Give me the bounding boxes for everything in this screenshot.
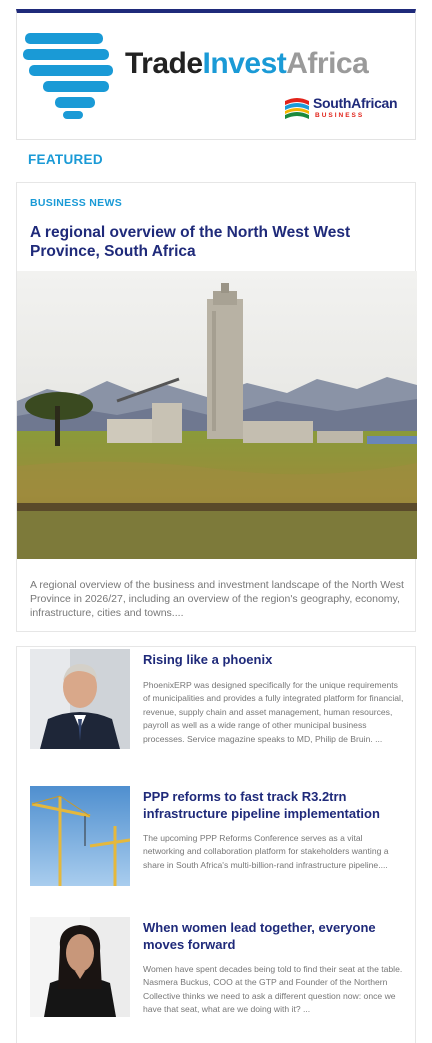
feature-title-link[interactable]: A regional overview of the North West West Province, South Africa — [30, 224, 351, 260]
feature-excerpt: A regional overview of the business and investment landscape of the North West Province in 2026/27, including an overview of the region's geography, economy, infrastructure, cities and towns.... — [30, 579, 404, 619]
article-item[interactable] — [17, 786, 417, 916]
brand-part-trade: Trade — [125, 47, 203, 80]
article-item[interactable] — [17, 649, 417, 779]
partner-name: SouthAfrican — [313, 95, 398, 111]
article-excerpt: PhoenixERP was designed specifically for the unique requirements of municipalities and provides a fully integrated platform for financial, revenue, supply chain and asset management, human resources, payroll as well as a wide range of other municipal business processes. Service magazine speaks to MD, Philip de Bruin. ... — [143, 680, 404, 744]
article-title-link[interactable]: PPP reforms to fast track R3.2trn infrastructure pipeline implementation — [143, 789, 380, 821]
feature-article-card[interactable] — [16, 182, 416, 632]
article-excerpt: The upcoming PPP Reforms Conference serves as a vital networking and collaboration platform for stakeholders wanting a share in South Africa's multi-billion-rand infrastructure pipeline.... — [143, 833, 389, 870]
thumbnail-businesswoman[interactable] — [30, 917, 130, 1017]
brand-part-africa: Africa — [286, 47, 369, 80]
southafrican-business-logo[interactable] — [283, 93, 413, 123]
featured-heading: FEATURED — [28, 152, 103, 167]
article-title-link[interactable]: When women lead together, everyone moves forward — [143, 920, 376, 952]
partner-subtitle: BUSINESS — [315, 112, 365, 119]
feature-category[interactable]: BUSINESS NEWS — [30, 197, 122, 209]
brand-wordmark[interactable] — [125, 49, 368, 79]
article-excerpt: Women have spent decades being told to find their seat at the table. Nasmera Buckus, COO at the GTP and Founder of the Northern Collective thinks we need to ask a different question now: once we have that seat, what are we doing with it? ... — [143, 964, 403, 1015]
tradeinvestafrica-logo-icon[interactable] — [23, 33, 113, 119]
brand-part-invest: Invest — [202, 47, 287, 80]
masthead — [16, 9, 416, 140]
south-african-flag-icon — [283, 93, 311, 121]
feature-image-mine-headframe[interactable] — [17, 271, 417, 559]
article-list — [16, 646, 416, 1043]
article-item[interactable] — [17, 917, 417, 1043]
thumbnail-construction-cranes[interactable] — [30, 786, 130, 886]
thumbnail-businessman[interactable] — [30, 649, 130, 749]
article-title-link[interactable]: Rising like a phoenix — [143, 652, 273, 667]
